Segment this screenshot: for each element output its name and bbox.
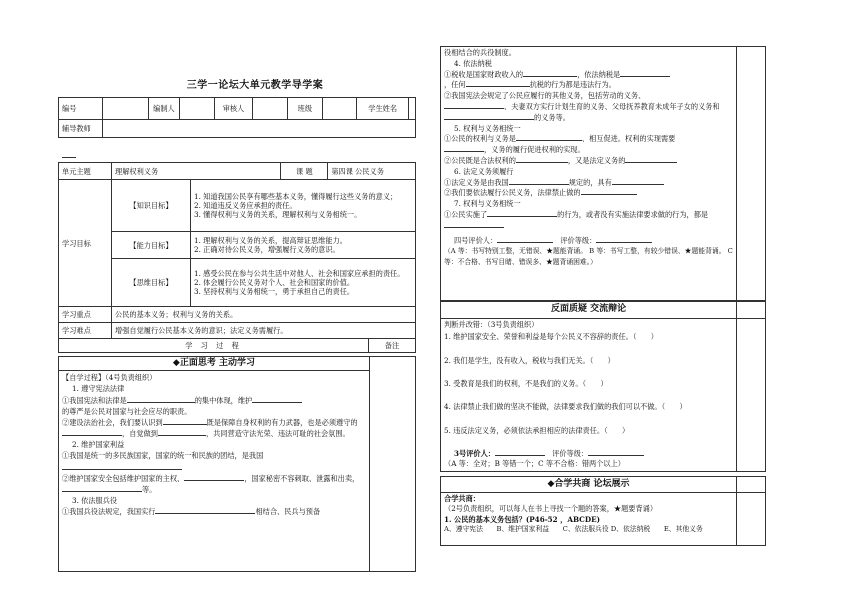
right-bottom-table — [440, 476, 766, 546]
text-line: 抗税的行为都是违法行为。 — [529, 80, 616, 90]
ability-item: 1. 理解权利与义务的关系，提高辩证思维能力。 — [194, 236, 347, 245]
text-line: ①我国兵役法规定，我国实行 — [62, 507, 156, 517]
unit-table — [58, 162, 416, 353]
text-line: ①法定义务是由我国 — [444, 177, 509, 187]
topic-value: 第四课 公民义务 — [328, 163, 416, 180]
student-label: 学生姓名 — [357, 98, 409, 120]
text-line: 规定的，具有 — [568, 177, 612, 187]
text-line: 的行为，或者没有实施法律要求做的行为，都是 — [557, 209, 709, 219]
text-line: ①税收是国家财政收入的 — [444, 69, 524, 79]
subsection-title: 2. 维护国家利益 — [72, 440, 125, 450]
positive-thinking-heading: ◆正面思考 主动学习 — [59, 357, 370, 371]
forum-heading: ◆合学共商 论坛展示 — [441, 477, 737, 493]
reviewer-label: 审核人 — [214, 98, 253, 120]
grading-criteria: （A 等：全对；B 等错一个；C 等不合格：错两个以上） — [444, 458, 625, 468]
thinking-item: 1. 感受公民在参与公共生活中对他人、社会和国家应承担的责任。 — [194, 269, 405, 278]
right-top-table — [440, 46, 766, 302]
theme-value: 理解权利义务 — [112, 163, 281, 180]
subsection-title: 7. 权利与义务相统一 — [454, 199, 521, 209]
text-line: ，义务的履行促进权利的实现。 — [484, 145, 585, 155]
text-line: 、相互促进。权利的实现需要 — [581, 134, 676, 144]
thinking-item: 2. 体会履行公民义务对个人、社会和国家的价值。 — [194, 278, 355, 287]
text-line: ，国家秘密不容刺取、泄露和出卖， — [244, 473, 360, 483]
text-line: ②建设法治社会，我们要认识到 — [62, 417, 163, 427]
study-table — [58, 356, 416, 572]
goals-label: 学习目标 — [59, 180, 112, 307]
number-label: 编号 — [59, 98, 103, 120]
grade-label: 评价等级： — [560, 235, 597, 245]
text-line: ①我国宪法和法律是 — [62, 395, 127, 405]
subsection-title: 1. 遵守宪法法律 — [72, 384, 125, 394]
text-line: ①公民实施了 — [444, 209, 488, 219]
text-line: ，共同营造守法光荣、违法可耻的社会氛围。 — [205, 429, 350, 439]
text-line: 等。 — [142, 484, 157, 494]
right-mid-table — [440, 300, 766, 472]
knowledge-label: 【知识目标】 — [112, 180, 191, 232]
ability-label: 【能力目标】 — [112, 232, 191, 259]
process-label: 学 习 过 程 — [59, 339, 369, 353]
cooperate-label: 合学共商： — [444, 494, 480, 503]
question-item: 4. 法律禁止我们做的坚决不能做，法律要求我们做的我们可以不做。（ ） — [444, 402, 687, 412]
text-line: 的集中体现，维护 — [194, 395, 253, 405]
thinking-label: 【思维目标】 — [112, 259, 191, 307]
question-item: 1. 维护国家安全、荣誉和利益是每个公民义不容辞的责任。（ ） — [444, 332, 658, 342]
question-item: 2. 我们是学生，没有收入，税收与我们无关。（ ） — [444, 355, 615, 365]
cooperate-intro: （2号负责组织，可以每人在书上寻找一个题的答案，★题要背诵） — [444, 504, 658, 514]
grading-criteria: （A 等：书写特别工整，无错误、★题能背诵。 B 等：书写工整，有较少错误、★题能背诵。 C 等：不合格、书写目睹、错误多、★题背诵困难。） — [444, 247, 733, 266]
self-study-intro: 【自学过程】（4号负责组织） — [62, 373, 157, 383]
subsection-title: 5. 权利与义务相统一 — [454, 123, 521, 133]
judge-intro: 判断并改错：（3号负责组织） — [444, 320, 539, 329]
difficult-label: 学习难点 — [59, 323, 112, 339]
remark-label: 备注 — [369, 339, 416, 353]
ability-item: 2. 正确对待公民义务，增强履行义务的意识。 — [194, 245, 340, 254]
text-line: ②维护国家安全包括维护国家的主权、 — [62, 473, 185, 483]
difficult-value: 增强自觉履行公民基本义务的意识；法定义务需履行。 — [112, 323, 416, 339]
compiler-label: 编制人 — [148, 98, 179, 120]
text-line: ①我国是统一的多民族国家，国家的统一和民族的团结，是我国 — [62, 451, 264, 461]
key-label: 学习重点 — [59, 307, 112, 323]
debate-heading: 反面质疑 交流辩论 — [441, 301, 737, 319]
question-item: 1. 公民的基本义务包括？(P46-52 ，ABCDE) — [444, 514, 600, 524]
text-line: ，任何 — [444, 80, 466, 90]
subsection-title: 3. 依法服兵役 — [72, 495, 118, 505]
thinking-item: 3. 坚持权利与义务相统一，勇于承担自己的责任。 — [194, 287, 355, 296]
text-line: 役相结合的兵役制度。 — [444, 48, 516, 57]
text-line: ，自觉做到 — [122, 429, 158, 439]
text-line: ②我国宪法会规定了公民应履行的其他义务，包括劳动的义务、 — [444, 91, 646, 101]
tutor-label: 辅导教师 — [59, 120, 103, 138]
theme-label: 单元主题 — [59, 163, 112, 180]
text-line: ，依法纳税是 — [577, 69, 621, 79]
question-item: 3. 受教育是我们的权利，不是我们的义务。（ ） — [444, 379, 608, 389]
knowledge-item: 2. 知道违反义务应承担的责任。 — [194, 201, 297, 210]
evaluator-label: 四号评价人： — [454, 235, 498, 245]
text-line: 的尊严是公民对国家与社会应尽的职责。 — [62, 406, 192, 416]
answer-options: A、遵守宪法 B、维护国家利益 C、依法服兵役 D、依法纳税 E、其他义务 — [444, 525, 703, 534]
class-label: 班级 — [287, 98, 322, 120]
grade-label: 评价等级： — [552, 449, 589, 459]
question-item: 5. 违反法定义务，必须依法承担相应的法律责任。（ ） — [444, 425, 630, 435]
knowledge-item: 3. 懂得权利与义务的关系，理解权利与义务相统一。 — [194, 210, 362, 219]
evaluator-label: 3号评价人： — [454, 449, 495, 459]
subsection-title: 4. 依法纳税 — [454, 58, 492, 68]
subsection-title: 6. 法定义务须履行 — [454, 166, 514, 176]
text-line: 、夫妻双方实行计划生育的义务、父母抚养教育未成年子女的义务和 — [504, 101, 720, 111]
text-line: ②公民既是合法权利的 — [444, 155, 516, 165]
knowledge-item: 1. 知道我国公民享有哪些基本义务，懂得履行这些义务的意义； — [194, 192, 398, 201]
text-line: 的义务等。 — [534, 112, 570, 122]
divider — [62, 157, 76, 158]
text-line: ②我们要依法履行公民义务，法律禁止做的 — [444, 188, 581, 198]
text-line: ①公民的权利与义务是 — [444, 134, 516, 144]
header-table — [58, 97, 416, 138]
page-title: 三学一论坛大单元教学导学案 — [186, 80, 324, 91]
topic-label: 课 题 — [281, 163, 328, 180]
key-value: 公民的基本义务；权利与义务的关系。 — [112, 307, 416, 323]
text-line: ，又是法定义务的 — [567, 155, 626, 165]
text-line: 既是保障自身权利的有力武器，也是必须遵守的 — [206, 417, 358, 427]
text-line: 相结合、民兵与预备 — [255, 507, 321, 517]
